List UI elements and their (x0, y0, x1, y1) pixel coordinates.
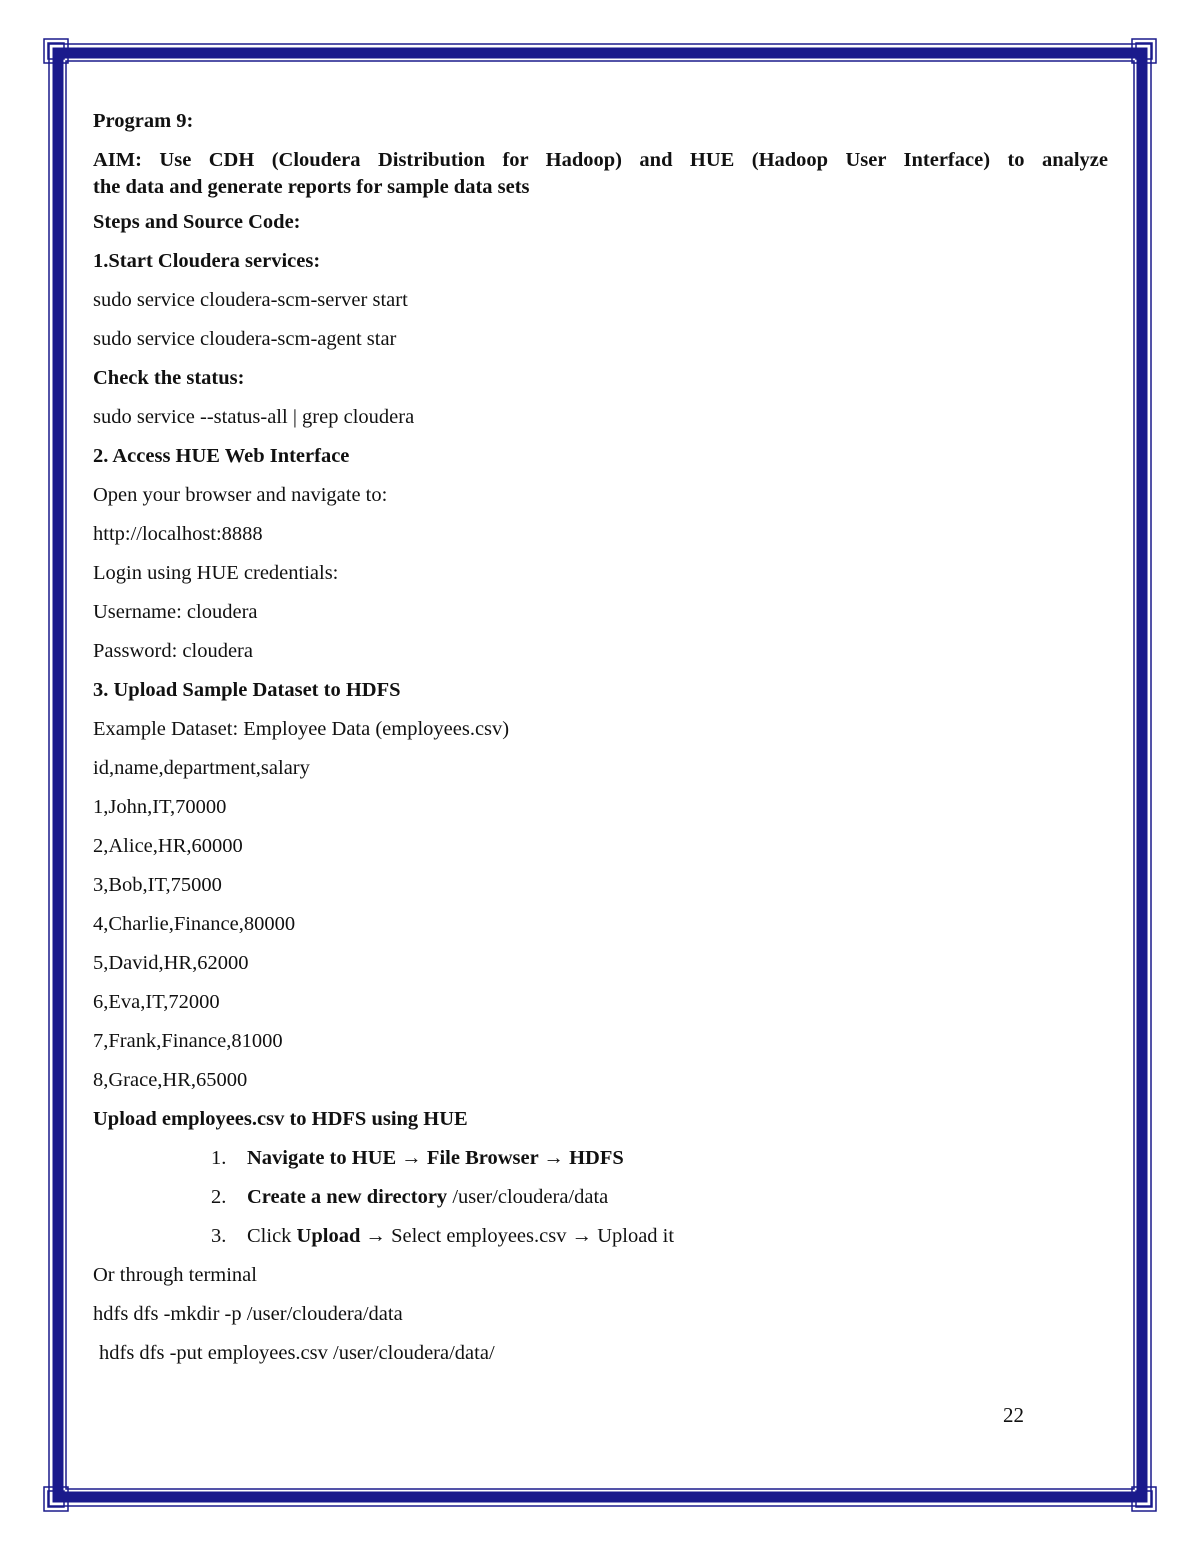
list-bold-text: Navigate to HUE → File Browser → HDFS (247, 1147, 624, 1169)
step3-heading: 3. Upload Sample Dataset to HDFS (93, 679, 401, 701)
csv-line: 3,Bob,IT,75000 (93, 874, 222, 896)
list-number: 2. (211, 1186, 227, 1208)
page-number: 22 (1003, 1403, 1024, 1427)
csv-line: 5,David,HR,62000 (93, 952, 249, 974)
example-dataset-line: Example Dataset: Employee Data (employees.csv) (93, 718, 510, 740)
document-body (93, 108, 1108, 1379)
csv-line: id,name,department,salary (93, 757, 310, 779)
list-bold-text: Upload (296, 1225, 361, 1247)
steps-heading: Steps and Source Code: (93, 211, 301, 233)
csv-line: 8,Grace,HR,65000 (93, 1069, 248, 1091)
password-line: Password: cloudera (93, 640, 253, 662)
program-title: Program 9: (93, 110, 194, 132)
list-pre-text: Click (247, 1225, 297, 1247)
list-item (93, 1145, 1108, 1172)
terminal-cmd-put: hdfs dfs -put employees.csv /user/cloudera/data/ (99, 1342, 495, 1364)
list-rest-text: → Select employees.csv → Upload it (360, 1225, 675, 1247)
hue-url: http://localhost:8888 (93, 523, 263, 545)
list-rest-text: /user/cloudera/data (447, 1186, 609, 1208)
list-item (93, 1184, 1108, 1211)
list-bold-text: Create a new directory (247, 1186, 448, 1208)
step1-cmd-server: sudo service cloudera-scm-server start (93, 289, 408, 311)
csv-line: 2,Alice,HR,60000 (93, 835, 243, 857)
aim-line-2: the data and generate reports for sample data sets (93, 176, 530, 198)
upload-steps-list (93, 1145, 1108, 1250)
upload-heading: Upload employees.csv to HDFS using HUE (93, 1108, 468, 1130)
check-status-heading: Check the status: (93, 367, 245, 389)
list-number: 1. (211, 1147, 227, 1169)
check-status-cmd: sudo service --status-all | grep cloudera (93, 406, 415, 428)
csv-line: 7,Frank,Finance,81000 (93, 1030, 283, 1052)
step2-heading: 2. Access HUE Web Interface (93, 445, 350, 467)
username-line: Username: cloudera (93, 601, 258, 623)
list-item (93, 1223, 1108, 1250)
step2-nav-text: Open your browser and navigate to: (93, 484, 388, 506)
csv-line: 1,John,IT,70000 (93, 796, 227, 818)
aim-label: AIM: (93, 149, 142, 171)
terminal-text: Or through terminal (93, 1264, 257, 1286)
csv-line: 4,Charlie,Finance,80000 (93, 913, 296, 935)
login-text: Login using HUE credentials: (93, 562, 339, 584)
aim-line-1: Use CDH (Cloudera Distribution for Hadoop) and HUE (Hadoop User Interface) to analyze (159, 149, 1108, 171)
aim-paragraph (93, 147, 1108, 201)
step1-cmd-agent: sudo service cloudera-scm-agent star (93, 328, 397, 350)
step1-heading: 1.Start Cloudera services: (93, 250, 321, 272)
list-number: 3. (211, 1225, 227, 1247)
csv-line: 6,Eva,IT,72000 (93, 991, 220, 1013)
terminal-cmd-mkdir: hdfs dfs -mkdir -p /user/cloudera/data (93, 1303, 403, 1325)
